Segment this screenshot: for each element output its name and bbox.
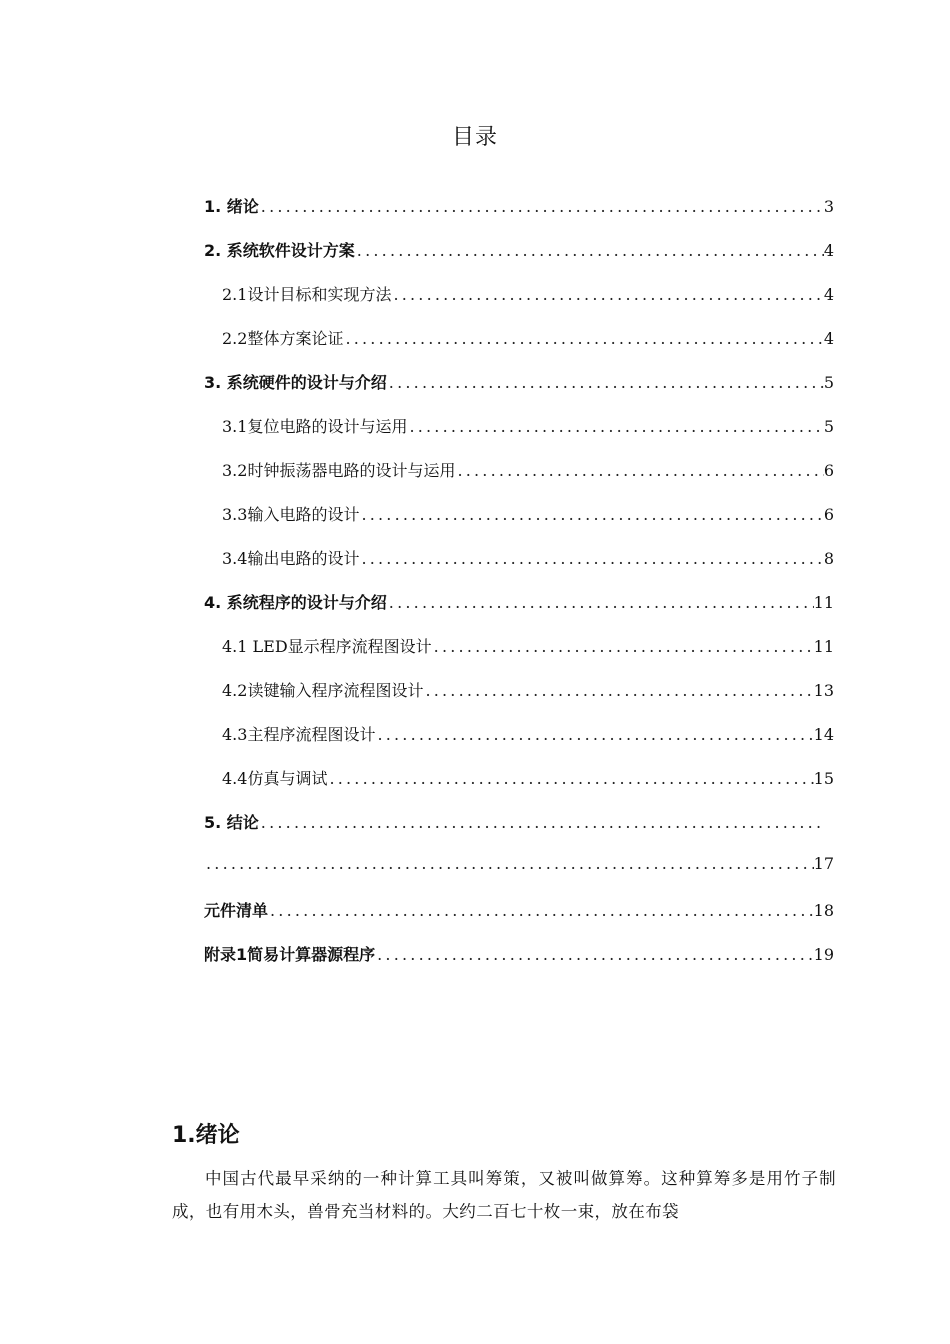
toc-entry-page: 6: [823, 505, 834, 524]
toc-entry-label: 2.2整体方案论证: [222, 329, 344, 348]
table-of-contents: [204, 194, 834, 986]
toc-entry[interactable]: [204, 238, 834, 282]
toc-entry-label: 3.2时钟振荡器电路的设计与运用: [222, 461, 456, 480]
toc-leader-dots: [375, 945, 814, 964]
toc-entry[interactable]: [204, 942, 834, 986]
toc-leader-dots: [259, 197, 824, 216]
toc-entry-page: 11: [813, 593, 834, 612]
toc-entry-label: 1. 绪论: [204, 197, 259, 216]
toc-leader-dots: [268, 901, 814, 920]
toc-entry-label: 元件清单: [204, 901, 269, 920]
toc-entry-label: 附录1简易计算器源程序: [204, 945, 376, 964]
toc-entry[interactable]: [204, 370, 834, 414]
toc-entry[interactable]: [204, 282, 834, 326]
toc-leader-dots: [259, 813, 823, 832]
toc-entry-page: 4: [823, 329, 834, 348]
toc-entry-page: 18: [813, 901, 834, 920]
toc-entry-label: 4.2读键输入程序流程图设计: [222, 681, 424, 700]
toc-leader-dots: [423, 681, 813, 700]
toc-entry-label: 4. 系统程序的设计与介绍: [204, 593, 387, 612]
toc-entry-label: 5. 结论: [204, 813, 259, 832]
toc-entry[interactable]: [204, 766, 834, 810]
toc-entry-page: 14: [813, 725, 834, 744]
toc-entry-label: 4.3主程序流程图设计: [222, 725, 376, 744]
toc-leader-dots: [432, 637, 814, 656]
toc-leader-dots: [375, 725, 813, 744]
toc-entry[interactable]: [204, 590, 834, 634]
body-paragraph: 中国古代最早采纳的一种计算工具叫筹策，又被叫做算筹。这种算筹多是用竹子制成，也有用木头，兽骨充当材料的。大约二百七十枚一束，放在布袋: [172, 1169, 836, 1221]
toc-entry-page: 17: [813, 854, 834, 873]
toc-leader-dots: [343, 329, 823, 348]
toc-entry-label: 2. 系统软件设计方案: [204, 241, 355, 260]
page-title: 目录: [451, 125, 498, 150]
toc-entry[interactable]: [204, 502, 834, 546]
toc-leader-dots: [387, 373, 824, 392]
toc-entry-page: 11: [813, 637, 834, 656]
toc-leader-dots: [204, 854, 814, 873]
toc-entry[interactable]: [204, 810, 834, 854]
toc-leader-dots: [391, 285, 823, 304]
toc-leader-dots: [359, 505, 823, 524]
section-heading: 1.绪论: [172, 1123, 240, 1148]
toc-entry-label: 4.1 LED显示程序流程图设计: [222, 637, 432, 656]
toc-leader-dots: [355, 241, 824, 260]
toc-leader-dots: [407, 417, 823, 436]
toc-entry-page: 8: [823, 549, 834, 568]
toc-leader-dots: [359, 549, 823, 568]
toc-entry[interactable]: [204, 326, 834, 370]
toc-entry-label: 3.1复位电路的设计与运用: [222, 417, 408, 436]
toc-leader-dots: [387, 593, 814, 612]
toc-entry-page: 3: [823, 197, 834, 216]
toc-entry[interactable]: [204, 854, 834, 898]
toc-entry-page: 19: [813, 945, 834, 964]
toc-entry[interactable]: [204, 194, 834, 238]
toc-entry-label: 3.4输出电路的设计: [222, 549, 360, 568]
toc-entry-label: 3.3输入电路的设计: [222, 505, 360, 524]
toc-entry-page: 4: [823, 285, 834, 304]
toc-entry-label: 2.1设计目标和实现方法: [222, 285, 392, 304]
toc-entry-page: 6: [823, 461, 834, 480]
toc-entry[interactable]: [204, 458, 834, 502]
toc-entry-label: 3. 系统硬件的设计与介绍: [204, 373, 387, 392]
toc-entry-page: 5: [823, 417, 834, 436]
toc-entry-page: 5: [823, 373, 834, 392]
toc-entry[interactable]: [204, 414, 834, 458]
toc-leader-dots: [327, 769, 813, 788]
toc-entry[interactable]: [204, 634, 834, 678]
toc-entry-label: 4.4仿真与调试: [222, 769, 328, 788]
toc-entry[interactable]: [204, 722, 834, 766]
toc-entry-page: 4: [823, 241, 834, 260]
toc-entry[interactable]: [204, 898, 834, 942]
toc-entry[interactable]: [204, 546, 834, 590]
toc-entry[interactable]: [204, 678, 834, 722]
toc-entry-page: 13: [813, 681, 834, 700]
toc-entry-page: 15: [813, 769, 834, 788]
toc-leader-dots: [455, 461, 823, 480]
